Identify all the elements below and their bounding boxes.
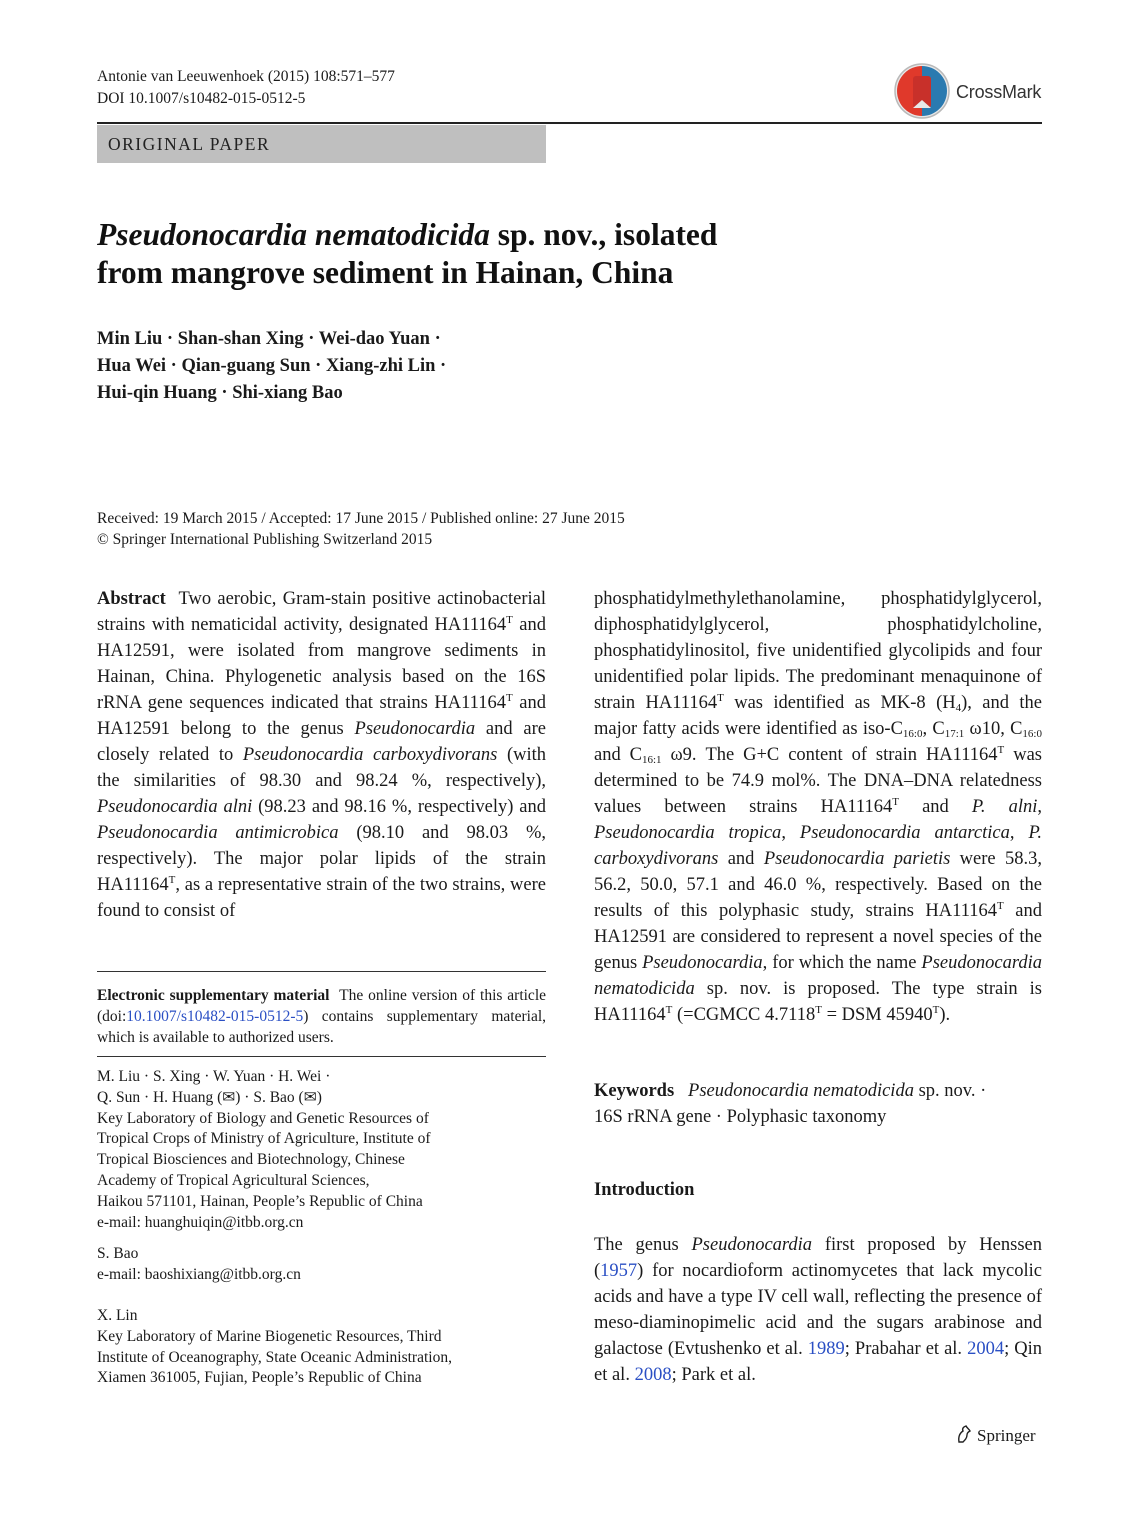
abstract-text: ), and the major fatty acids were identified as iso-C <box>594 693 1042 739</box>
header-rule <box>97 122 1042 124</box>
abstract-text: , for which the name <box>762 953 922 973</box>
affiliation-email: e-mail: huanghuiqin@itbb.org.cn <box>97 1213 304 1231</box>
abstract-right-column <box>594 586 1042 1028</box>
author-line: Hua Wei · Qian-guang Sun · Xiang-zhi Lin · <box>97 356 447 376</box>
abstract-text: and HA12591, were isolated from mangrove sediments in Hainan, China. Phylogenetic analysis based on the 16S rRNA gene sequences indicated that strains HA11164 <box>97 615 546 713</box>
affiliation-line: Tropical Crops of Ministry of Agriculture, Institute of <box>97 1130 431 1148</box>
superscript: T <box>505 692 513 704</box>
abstract-text: (with the similarities of 98.30 and 98.24 %, respectively), <box>97 745 546 791</box>
affiliation-email: e-mail: baoshixiang@itbb.org.cn <box>97 1265 301 1283</box>
subscript: 16:1 <box>641 754 662 766</box>
subscript: 4 <box>955 702 962 714</box>
superscript: T <box>997 744 1005 756</box>
author-line: Hui-qin Huang · Shi-xiang Bao <box>97 383 343 403</box>
abstract-text: phosphatidylmethylethanolamine, phosphatidylglycerol, diphosphatidylglycerol, phosphatidylcholine, phosphatidylinositol, five unidentified glycolipids and four unidentified polar lipids. The predominant menaquinone of strain HA11164 <box>594 589 1042 713</box>
abstract-paragraph <box>594 586 1042 1028</box>
abstract-text: ω10, C <box>964 719 1023 739</box>
abstract-text: and HA12591 belong to the genus <box>97 693 546 739</box>
affiliation-line: Key Laboratory of Biology and Genetic Resources of <box>97 1109 429 1127</box>
taxon-name: P. alni <box>971 797 1038 817</box>
affiliation-block <box>97 1067 546 1233</box>
affiliation-authors: Q. Sun · H. Huang (✉) · S. Bao (✉) <box>97 1088 322 1106</box>
section-banner-label: ORIGINAL PAPER <box>108 134 271 154</box>
title-line2: from mangrove sediment in Hainan, China <box>97 255 674 290</box>
abstract-text: and are closely related to <box>97 719 546 765</box>
taxon-name: Pseudonocardia <box>691 1235 813 1255</box>
esm-text: ) contains supplementary material, which is available to authorized users. <box>97 1007 546 1046</box>
crossmark-icon <box>893 62 951 120</box>
abstract-label: Abstract <box>97 589 166 609</box>
publication-dates <box>97 508 625 550</box>
section-banner <box>97 125 546 163</box>
publisher-footer <box>955 1424 1036 1448</box>
crossmark-badge[interactable] <box>893 62 1053 120</box>
affiliation-authors: X. Lin <box>97 1307 138 1324</box>
affiliation-block <box>97 1306 546 1389</box>
intro-text: first proposed by Henssen ( <box>594 1235 1042 1281</box>
publisher-name: Springer <box>977 1426 1036 1445</box>
abstract-text: (98.10 and 98.03 %, respectively). The major polar lipids of the strain HA11164 <box>97 823 546 895</box>
springer-horse-icon <box>955 1424 973 1444</box>
title-species: Pseudonocardia nematodicida <box>97 217 490 252</box>
superscript: T <box>506 614 513 626</box>
abstract-text: and HA12591 are considered to represent a novel species of the genus <box>594 901 1042 973</box>
taxon-name: Pseudonocardia antarctica <box>799 823 1010 843</box>
affiliation-block <box>97 1244 546 1286</box>
citation-link[interactable]: 2004 <box>967 1339 1005 1359</box>
keyword-text: 16S rRNA gene · Polyphasic taxonomy <box>594 1107 887 1127</box>
affiliation-line: Haikou 571101, Hainan, People’s Republic of China <box>97 1192 423 1210</box>
citation-link[interactable]: 1957 <box>600 1261 638 1281</box>
abstract-text: and C <box>594 745 642 765</box>
affiliation-line: Institute of Oceanography, State Oceanic Administration, <box>97 1348 452 1366</box>
superscript: T <box>892 796 899 808</box>
affiliation-line: Tropical Biosciences and Biotechnology, Chinese <box>97 1151 405 1169</box>
esm-text: The online version of this article (doi: <box>97 987 546 1025</box>
intro-text: ; Prabahar et al. <box>844 1339 968 1359</box>
taxon-name: Pseudonocardia antimicrobica <box>97 823 339 843</box>
title-line1-rest: sp. nov., isolated <box>489 217 718 252</box>
abstract-text: (98.23 and 98.16 %, respectively) and <box>252 797 546 817</box>
abstract-text: , <box>1009 823 1029 843</box>
abstract-text: , C <box>922 719 945 739</box>
taxon-name: Pseudonocardia <box>642 953 763 973</box>
taxon-name: Pseudonocardia carboxydivorans <box>242 745 498 765</box>
taxon-name: Pseudonocardia <box>354 719 476 739</box>
footnote-rule <box>97 1056 546 1057</box>
abstract-text: (=CGMCC 4.7118 <box>672 1005 816 1025</box>
superscript: T <box>168 874 176 886</box>
citation-link[interactable]: 2008 <box>634 1365 672 1385</box>
received-accepted-line: Received: 19 March 2015 / Accepted: 17 June 2015 / Published online: 27 June 2015 <box>97 510 625 527</box>
footnote-rule <box>97 971 546 972</box>
abstract-text: , <box>1037 797 1043 817</box>
journal-header <box>97 66 395 110</box>
superscript: T <box>932 1004 940 1016</box>
intro-text: ; Qin et al. <box>594 1339 1042 1385</box>
affiliation-line: Xiamen 361005, Fujian, People’s Republic of China <box>97 1369 422 1387</box>
abstract-text: were 58.3, 56.2, 50.0, 57.1 and 46.0 %, respectively. Based on the results of this polyphasic study, strains HA11164 <box>594 849 1042 921</box>
abstract-paragraph <box>97 586 546 924</box>
abstract-text: and <box>718 849 764 869</box>
affiliation-line: Key Laboratory of Marine Biogenetic Resources, Third <box>97 1327 442 1345</box>
abstract-text: , <box>781 823 800 843</box>
intro-text: ; Park et al. <box>671 1365 756 1385</box>
superscript: T <box>717 692 724 704</box>
taxon-name: Pseudonocardia alni <box>97 797 253 817</box>
intro-text: ) for nocardioform actinomycetes that lack mycolic acids and have a type IV cell wall, reflecting the presence of meso-diaminopimelic acid and the sugars arabinose and galactose (Evtushenko et al. <box>594 1261 1042 1359</box>
abstract-text: was determined to be 74.9 mol%. The DNA–DNA relatedness values between strains HA11164 <box>594 745 1042 817</box>
taxon-name: Pseudonocardia nematodicida <box>594 953 1042 999</box>
abstract-text: sp. nov. is proposed. The type strain is HA11164 <box>594 979 1042 1025</box>
introduction-heading: Introduction <box>594 1180 695 1200</box>
crossmark-label: CrossMark <box>956 82 1042 102</box>
introduction-paragraph <box>594 1232 1042 1388</box>
doi-link[interactable]: 10.1007/s10482-015-0512-5 <box>126 1007 304 1025</box>
intro-text: The genus <box>594 1235 692 1255</box>
abstract-text: ). <box>939 1005 951 1025</box>
taxon-name: Pseudonocardia parietis <box>763 849 951 869</box>
journal-citation: Antonie van Leeuwenhoek (2015) 108:571–577 <box>97 68 395 85</box>
author-list <box>97 326 597 407</box>
subscript: 16:0 <box>902 728 923 740</box>
esm-footnote <box>97 986 546 1048</box>
affiliation-authors: S. Bao <box>97 1245 139 1262</box>
copyright-line: © Springer International Publishing Switzerland 2015 <box>97 531 433 548</box>
doi-line: DOI 10.1007/s10482-015-0512-5 <box>97 90 306 107</box>
citation-link[interactable]: 1989 <box>807 1339 845 1359</box>
superscript: T <box>815 1004 822 1016</box>
superscript: T <box>997 900 1004 912</box>
abstract-text: = DSM 45940 <box>821 1005 933 1025</box>
abstract-text: , as a representative strain of the two strains, were found to consist of <box>97 875 546 921</box>
superscript: T <box>665 1004 673 1016</box>
keywords <box>594 1078 1042 1130</box>
taxon-name: Pseudonocardia tropica <box>594 823 782 843</box>
article-title <box>97 216 857 292</box>
author-line: Min Liu · Shan-shan Xing · Wei-dao Yuan · <box>97 329 441 349</box>
abstract-text: and <box>898 797 972 817</box>
subscript: 16:0 <box>1022 728 1042 740</box>
keyword-text: sp. nov. · <box>913 1081 987 1101</box>
abstract-text: Two aerobic, Gram-stain positive actinobacterial strains with nematicidal activity, designated HA11164 <box>97 589 547 635</box>
keywords-label: Keywords <box>594 1081 675 1101</box>
subscript: 17:1 <box>944 728 965 740</box>
esm-label: Electronic supplementary material <box>97 987 330 1004</box>
taxon-name: P. carboxydivorans <box>594 823 1042 869</box>
abstract-text: was identified as MK-8 (H <box>723 693 956 713</box>
affiliation-line: Academy of Tropical Agricultural Sciences, <box>97 1171 370 1189</box>
keyword-taxon: Pseudonocardia nematodicida <box>688 1081 914 1101</box>
affiliation-authors: M. Liu · S. Xing · W. Yuan · H. Wei · <box>97 1068 331 1085</box>
abstract-text: ω9. The G+C content of strain HA11164 <box>661 745 998 765</box>
abstract-left-column <box>97 586 546 924</box>
